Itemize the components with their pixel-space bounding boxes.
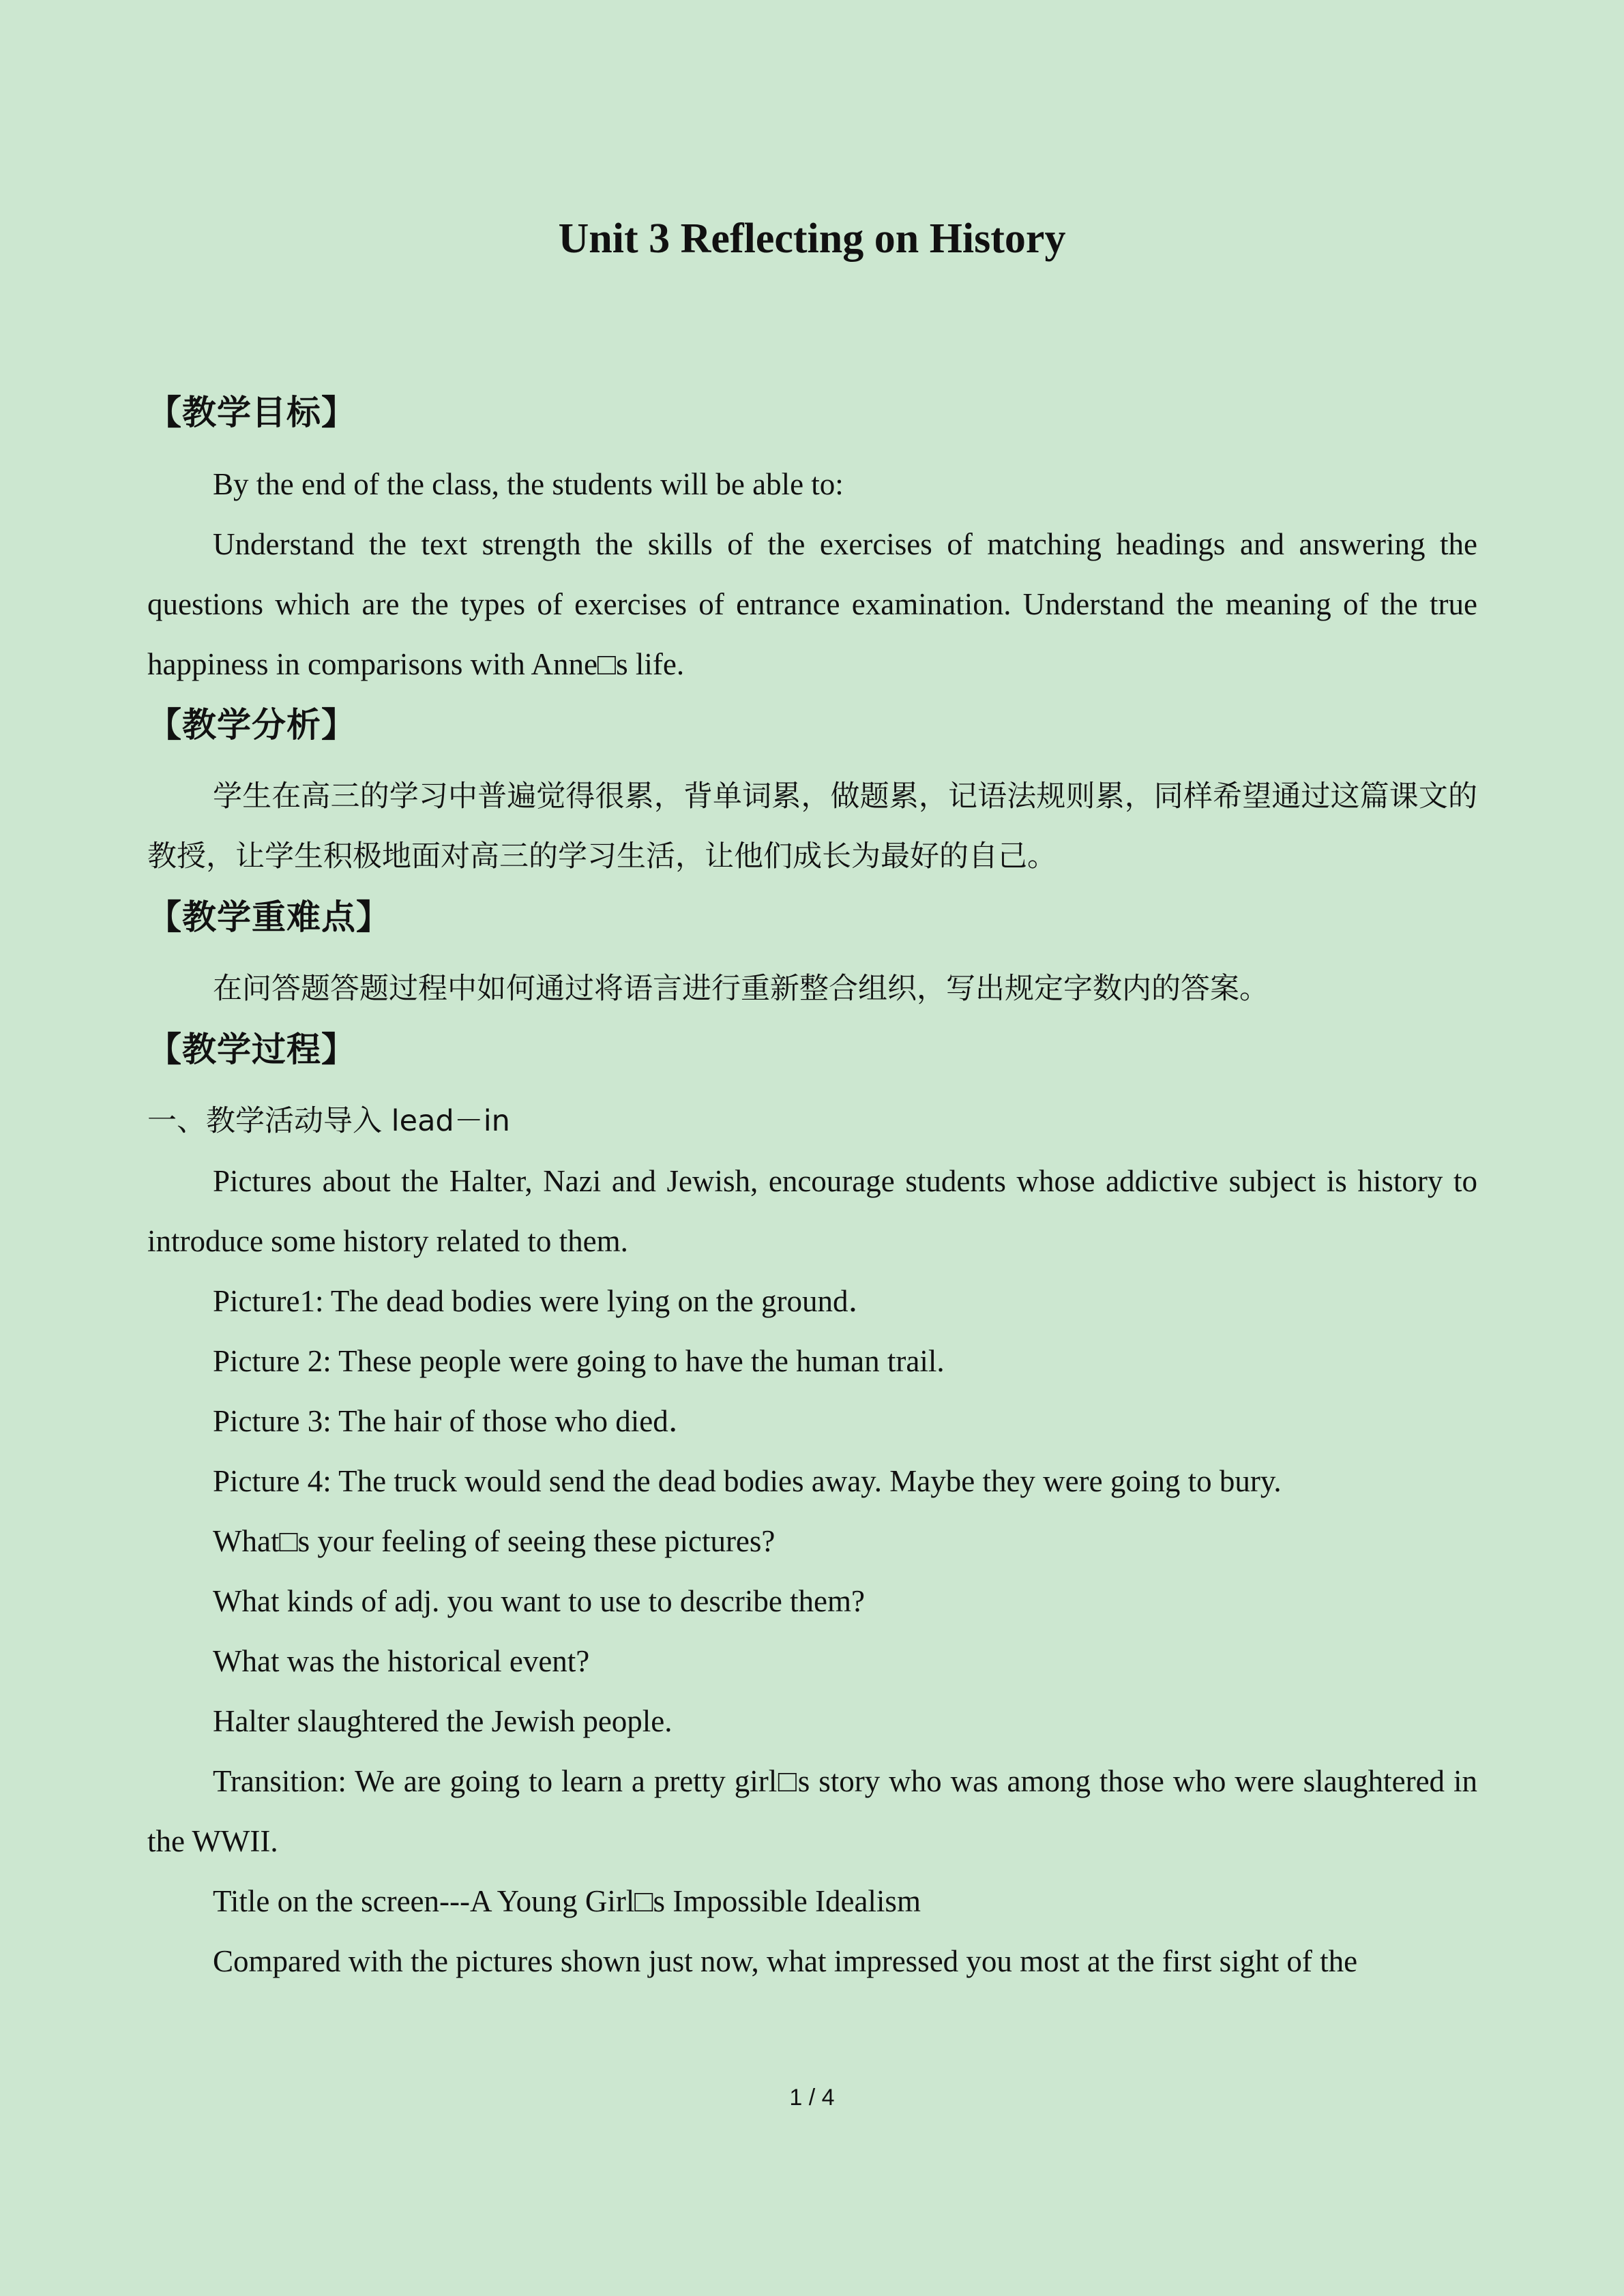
heading-process: 【教学过程】 xyxy=(147,1030,356,1069)
analysis-paragraph: 学生在高三的学习中普遍觉得很累，背单词累，做题累，记语法规则累，同样希望通过这篇课文的教授，让学生积极地面对高三的学习生活，让他们成长为最好的自己。 xyxy=(147,779,1477,874)
heading-analysis: 【教学分析】 xyxy=(147,705,356,745)
process-paragraph: Picture 4: The truck would send the dead bodies away. Maybe they were going to bury. xyxy=(213,1464,1282,1498)
process-paragraph: Picture1: The dead bodies were lying on the ground． xyxy=(213,1284,879,1318)
key-points-paragraph: 在问答题答题过程中如何通过将语言进行重新整合组织，写出规定字数内的答案。 xyxy=(213,972,1269,1006)
process-paragraph: What was the historical event? xyxy=(213,1644,590,1678)
spacer xyxy=(147,1080,1477,1091)
process-paragraph: Picture 2: These people were going to have the human trail. xyxy=(213,1344,945,1378)
process-paragraph: What□s your feeling of seeing these pictures? xyxy=(213,1524,776,1558)
process-paragraph: Compared with the pictures shown just now, what impressed you most at the first sight of the xyxy=(213,1944,1358,1978)
objectives-paragraph-2: Understand the text strength the skills of the exercises of matching headings and answering the questions which are the types of exercises of entrance examination. Understand the meaning of the true happiness in comparisons with Anne□s life. xyxy=(147,527,1477,681)
process-paragraph: What kinds of adj. you want to use to describe them? xyxy=(213,1584,866,1618)
process-paragraph: Pictures about the Halter, Nazi and Jewish, encourage students whose addictive subject is history to introduce some history related to them. xyxy=(147,1164,1477,1258)
objectives-paragraph-1: By the end of the class, the students will be able to: xyxy=(213,467,844,501)
spacer xyxy=(147,948,1477,959)
page-title: Unit 3 Reflecting on History xyxy=(558,215,1066,262)
process-paragraph: Transition: We are going to learn a pretty girl□s story who was among those who were slaughtered in the WWII. xyxy=(147,1764,1477,1858)
spacer xyxy=(147,443,1477,454)
process-paragraph: Title on the screen---A Young Girl□s Impossible Idealism xyxy=(213,1884,921,1918)
spacer xyxy=(147,756,1477,766)
process-step-1: 一、教学活动导入 lead－in xyxy=(147,1104,510,1138)
document-body xyxy=(147,382,1477,1991)
process-paragraph: Picture 3: The hair of those who died． xyxy=(213,1404,699,1438)
heading-key-points: 【教学重难点】 xyxy=(147,897,391,937)
process-paragraph: Halter slaughtered the Jewish people. xyxy=(213,1704,673,1738)
page-number: 1 / 4 xyxy=(789,2085,835,2111)
heading-objectives: 【教学目标】 xyxy=(147,393,356,432)
